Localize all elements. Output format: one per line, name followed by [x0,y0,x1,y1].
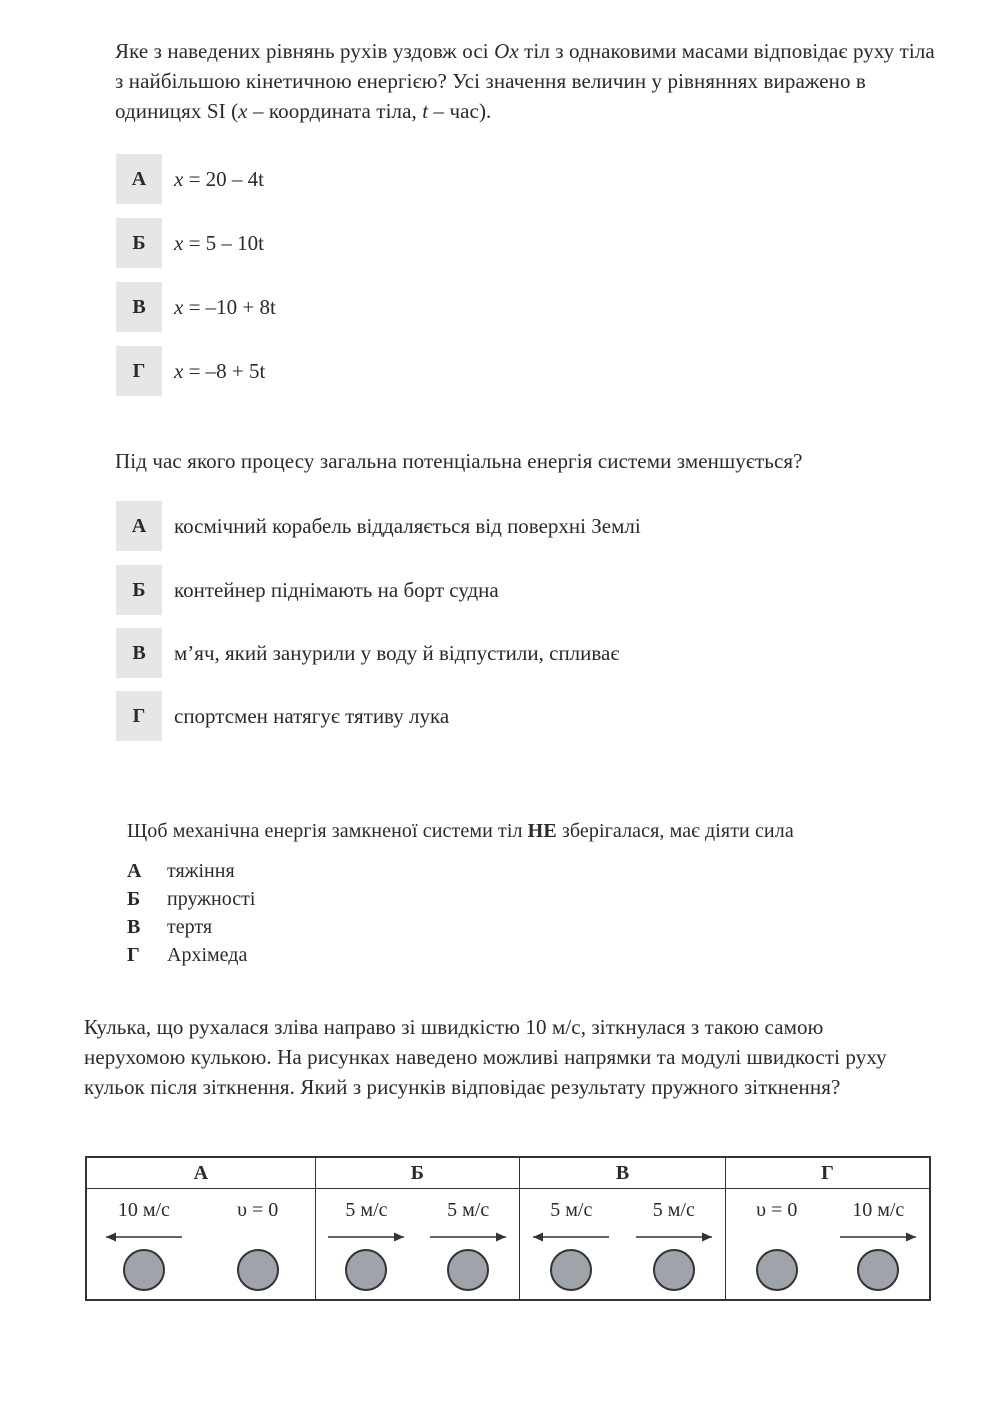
velocity-label: 5 м/с [447,1199,490,1221]
option-letter: Б [116,218,162,268]
q1-option-d[interactable] [116,346,265,396]
q2-option-b[interactable] [116,565,499,615]
option-text: x = –8 + 5t [174,358,266,383]
ball [345,1249,387,1291]
velocity-label: 5 м/с [550,1199,593,1221]
option-text: космічний корабель віддаляється від поверхні Землі [174,513,641,538]
q3-option-b[interactable] [127,885,255,913]
table-header-b[interactable]: Б [315,1157,519,1189]
q2-option-c[interactable] [116,628,619,678]
ball [653,1249,695,1291]
option-letter: Г [127,944,140,966]
diagram-c [520,1189,725,1299]
collision-table [85,1156,931,1301]
option-text: Архімеда [167,944,248,966]
option-letter: Б [116,565,162,615]
left-ball-group [520,1189,623,1299]
ball [756,1249,798,1291]
question-2-text: Під час якого процесу загальна потенціальна енергія системи зменшується? [115,449,803,473]
q1-option-c[interactable] [116,282,276,332]
ball [237,1249,279,1291]
table-cell-d[interactable] [726,1189,930,1301]
q3-option-c[interactable] [127,913,255,941]
q2-option-d[interactable] [116,691,449,741]
question-3-text-before: Щоб механічна енергія замкненої системи тіл [127,820,528,842]
velocity-label: 5 м/с [345,1199,388,1221]
velocity-label: 5 м/с [652,1199,695,1221]
diagram-d [726,1189,929,1299]
ball [447,1249,489,1291]
option-text: тяжіння [167,860,235,882]
q3-option-a[interactable] [127,857,255,885]
arrow-right-icon [634,1231,714,1243]
left-ball-group [87,1189,201,1299]
diagram-a [87,1189,315,1299]
velocity-label: υ = 0 [237,1199,279,1221]
ball [857,1249,899,1291]
q2-option-a[interactable] [116,501,641,551]
option-letter: В [116,628,162,678]
question-1-text: Яке з наведених рівнянь рухів уздовж осі Ox тіл з однаковими масами відповідає руху тіла з найбільшою кінетичною енергією? Усі значення величин у рівняннях виражено в одиницях SI (x – координата тіла, t – час). [115,39,935,123]
option-text: пружності [167,888,256,910]
right-ball-group [201,1189,315,1299]
velocity-label: 10 м/с [117,1199,170,1221]
option-letter: А [116,501,162,551]
question-3-text [127,816,947,846]
right-ball-group [828,1189,929,1299]
ball [550,1249,592,1291]
arrow-right-icon [326,1231,406,1243]
table-header-a[interactable]: А [86,1157,315,1189]
option-text: x = 20 – 4t [174,166,265,191]
question-1 [115,36,945,126]
option-text: x = 5 – 10t [174,230,265,255]
arrow-right-icon [838,1231,918,1243]
arrow-left-icon [531,1231,611,1243]
q3-options [127,857,255,969]
option-letter: Г [116,346,162,396]
question-2 [115,446,955,476]
question-4 [84,1012,924,1102]
option-letter: А [116,154,162,204]
arrow-left-icon [104,1231,184,1243]
left-ball-group [726,1189,827,1299]
ball [123,1249,165,1291]
option-letter: А [127,860,142,882]
option-text: тертя [167,916,213,938]
option-text: контейнер піднімають на борт судна [174,577,499,602]
q3-option-d[interactable] [127,941,255,969]
option-letter: Б [127,888,141,910]
velocity-label: υ = 0 [756,1199,798,1221]
arrow-right-icon [428,1231,508,1243]
option-letter: В [127,916,141,938]
q1-option-b[interactable] [116,218,264,268]
right-ball-group [623,1189,726,1299]
option-text: м’яч, який занурили у воду й відпустили, спливає [174,640,620,665]
question-3-text-bold: НЕ [527,820,557,842]
option-letter: В [116,282,162,332]
diagram-b [316,1189,519,1299]
left-ball-group [316,1189,418,1299]
option-text: x = –10 + 8t [174,294,276,319]
question-4-text: Кулька, що рухалася зліва направо зі швидкістю 10 м/с, зіткнулася з такою самою нерухомою кулькою. На рисунках наведено можливі напрямки та модулі швидкості руху кульок після зіткнення. Який з рисунків відповідає результату пружного зіткнення? [84,1015,887,1099]
table-cell-c[interactable] [520,1189,726,1301]
q1-option-a[interactable] [116,154,264,204]
table-header-c[interactable]: В [520,1157,726,1189]
table-cell-a[interactable] [86,1189,315,1301]
velocity-label: 10 м/с [852,1199,905,1221]
right-ball-group [417,1189,519,1299]
table-cell-b[interactable] [315,1189,519,1301]
question-3-text-after: зберігалася, має діяти сила [556,820,794,842]
option-letter: Г [116,691,162,741]
option-text: спортсмен натягує тятиву лука [174,703,450,728]
table-header-d[interactable]: Г [726,1157,930,1189]
question-3 [127,816,947,846]
